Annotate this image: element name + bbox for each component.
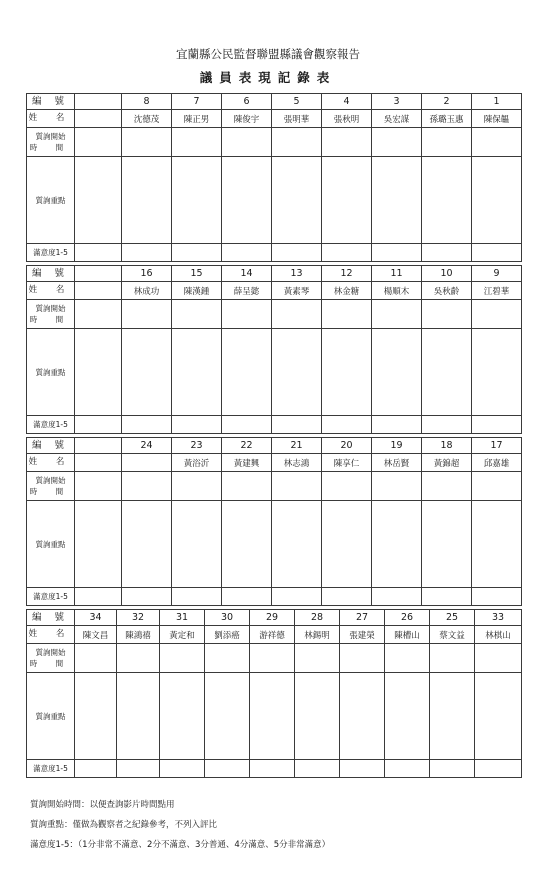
time-cell[interactable] <box>117 644 160 673</box>
time-cell[interactable] <box>340 644 385 673</box>
councilor-name: 蔡文益 <box>430 626 475 644</box>
councilor-number: 7 <box>172 94 222 110</box>
councilor-number <box>75 94 122 110</box>
number-label: 編 號 <box>27 438 75 454</box>
councilor-name: 陳享仁 <box>322 454 372 472</box>
focus-cell[interactable] <box>222 501 272 588</box>
satisfaction-cell[interactable] <box>75 244 122 262</box>
focus-cell[interactable] <box>75 673 117 760</box>
time-cell[interactable] <box>160 644 205 673</box>
councilor-number: 2 <box>422 94 472 110</box>
satisfaction-cell[interactable] <box>475 760 522 778</box>
form-subtitle: 議員表現記錄表 <box>199 70 337 85</box>
number-label: 編 號 <box>27 610 75 626</box>
councilor-number <box>75 438 122 454</box>
focus-cell[interactable] <box>472 329 522 416</box>
time-row <box>27 644 522 673</box>
time-cell[interactable] <box>75 300 122 329</box>
number-label: 編 號 <box>27 94 75 110</box>
satisfaction-cell[interactable] <box>160 760 205 778</box>
councilor-name: 陳鴻禧 <box>117 626 160 644</box>
time-label-line1: 質詢開始 <box>35 648 66 657</box>
focus-cell[interactable] <box>340 673 385 760</box>
councilor-number: 6 <box>222 94 272 110</box>
time-row <box>27 300 522 329</box>
satisfaction-cell[interactable] <box>322 244 372 262</box>
councilor-name: 邱嘉雄 <box>472 454 522 472</box>
focus-cell[interactable] <box>472 157 522 244</box>
name-row <box>27 454 522 472</box>
satisfaction-cell[interactable] <box>472 416 522 434</box>
councilor-name: 張建榮 <box>340 626 385 644</box>
councilor-name: 陳正男 <box>172 110 222 128</box>
focus-cell[interactable] <box>322 329 372 416</box>
time-row <box>27 128 522 157</box>
report-title: 宜蘭縣公民監督聯盟縣議會觀察報告 <box>176 47 360 61</box>
focus-cell[interactable] <box>160 673 205 760</box>
focus-cell[interactable] <box>75 501 122 588</box>
focus-cell[interactable] <box>75 329 122 416</box>
time-label-line1: 質詢開始 <box>35 476 66 485</box>
councilor-number: 11 <box>372 266 422 282</box>
focus-cell[interactable] <box>222 157 272 244</box>
time-cell[interactable] <box>322 300 372 329</box>
satisfaction-cell[interactable] <box>122 588 172 606</box>
time-cell[interactable] <box>422 128 472 157</box>
time-label <box>27 300 75 329</box>
time-cell[interactable] <box>322 472 372 501</box>
councilor-number: 28 <box>295 610 340 626</box>
number-row <box>27 266 522 282</box>
satisfaction-cell[interactable] <box>472 244 522 262</box>
focus-cell[interactable] <box>75 157 122 244</box>
focus-cell[interactable] <box>172 501 222 588</box>
focus-cell[interactable] <box>430 673 475 760</box>
councilor-number: 26 <box>385 610 430 626</box>
councilor-name: 黃定和 <box>160 626 205 644</box>
time-label-line1: 質詢開始 <box>35 304 66 313</box>
focus-cell[interactable] <box>122 501 172 588</box>
time-cell[interactable] <box>322 128 372 157</box>
councilor-block-3 <box>26 437 522 606</box>
time-cell[interactable] <box>272 472 322 501</box>
satisfaction-cell[interactable] <box>422 416 472 434</box>
time-cell[interactable] <box>472 300 522 329</box>
councilor-name: 陳文昌 <box>75 626 117 644</box>
time-label-line2: 時 間 <box>29 487 72 496</box>
focus-row <box>27 673 522 760</box>
satisfaction-cell[interactable] <box>222 244 272 262</box>
councilor-name: 江碧華 <box>472 282 522 300</box>
time-cell[interactable] <box>75 472 122 501</box>
satisfaction-cell[interactable] <box>222 588 272 606</box>
focus-label: 質詢重點 <box>27 157 75 244</box>
satisfaction-cell[interactable] <box>372 416 422 434</box>
focus-cell[interactable] <box>295 673 340 760</box>
name-row <box>27 110 522 128</box>
satisfaction-cell[interactable] <box>385 760 430 778</box>
time-label <box>27 128 75 157</box>
focus-cell[interactable] <box>205 673 250 760</box>
focus-cell[interactable] <box>222 329 272 416</box>
number-row <box>27 94 522 110</box>
councilor-name: 吳秋齡 <box>422 282 472 300</box>
councilor-name: 林成功 <box>122 282 172 300</box>
councilor-name: 陳保韞 <box>472 110 522 128</box>
note-time: 質詢開始時間：以便查詢影片時間點用 <box>30 800 175 810</box>
satisfaction-cell[interactable] <box>422 588 472 606</box>
time-cell[interactable] <box>75 644 117 673</box>
councilor-number: 34 <box>75 610 117 626</box>
satisfaction-cell[interactable] <box>75 588 122 606</box>
focus-cell[interactable] <box>422 501 472 588</box>
councilor-number: 27 <box>340 610 385 626</box>
time-cell[interactable] <box>372 472 422 501</box>
councilor-name: 林棋山 <box>475 626 522 644</box>
satisfaction-cell[interactable] <box>272 588 322 606</box>
councilor-number: 15 <box>172 266 222 282</box>
councilor-name: 張秋明 <box>322 110 372 128</box>
satisfaction-cell[interactable] <box>117 760 160 778</box>
councilor-number: 24 <box>122 438 172 454</box>
focus-cell[interactable] <box>372 329 422 416</box>
satisfaction-label: 滿意度1-5 <box>27 244 75 262</box>
focus-cell[interactable] <box>272 501 322 588</box>
councilor-number: 23 <box>172 438 222 454</box>
time-cell[interactable] <box>205 644 250 673</box>
councilor-name <box>75 454 122 472</box>
satisfaction-cell[interactable] <box>322 588 372 606</box>
councilor-number: 29 <box>250 610 295 626</box>
councilor-name: 薛呈懿 <box>222 282 272 300</box>
satisfaction-cell[interactable] <box>472 588 522 606</box>
councilor-name: 林岳賢 <box>372 454 422 472</box>
satisfaction-label: 滿意度1-5 <box>27 760 75 778</box>
time-cell[interactable] <box>250 644 295 673</box>
councilor-number: 30 <box>205 610 250 626</box>
time-cell[interactable] <box>475 644 522 673</box>
councilor-name: 黃建興 <box>222 454 272 472</box>
time-cell[interactable] <box>75 128 122 157</box>
time-cell[interactable] <box>122 128 172 157</box>
councilor-number: 32 <box>117 610 160 626</box>
councilor-number <box>75 266 122 282</box>
satisfaction-cell[interactable] <box>422 244 472 262</box>
satisfaction-cell[interactable] <box>75 416 122 434</box>
time-label <box>27 644 75 673</box>
time-cell[interactable] <box>172 472 222 501</box>
councilor-name: 楊順木 <box>372 282 422 300</box>
focus-row <box>27 329 522 416</box>
focus-row <box>27 501 522 588</box>
councilor-name: 黃素琴 <box>272 282 322 300</box>
time-row <box>27 472 522 501</box>
councilor-number: 25 <box>430 610 475 626</box>
focus-cell[interactable] <box>122 329 172 416</box>
time-cell[interactable] <box>472 472 522 501</box>
councilor-number: 17 <box>472 438 522 454</box>
satisfaction-cell[interactable] <box>272 244 322 262</box>
satisfaction-cell[interactable] <box>430 760 475 778</box>
councilor-number: 13 <box>272 266 322 282</box>
satisfaction-cell[interactable] <box>372 244 422 262</box>
focus-label: 質詢重點 <box>27 329 75 416</box>
focus-cell[interactable] <box>272 329 322 416</box>
satisfaction-cell[interactable] <box>205 760 250 778</box>
councilor-name: 黃浴沂 <box>172 454 222 472</box>
councilor-number: 21 <box>272 438 322 454</box>
councilor-name: 張明華 <box>272 110 322 128</box>
satisfaction-label: 滿意度1-5 <box>27 588 75 606</box>
time-cell[interactable] <box>172 300 222 329</box>
councilor-name <box>75 110 122 128</box>
councilor-name: 游祥德 <box>250 626 295 644</box>
councilor-name: 陳漢鍾 <box>172 282 222 300</box>
councilor-number: 1 <box>472 94 522 110</box>
time-label-line2: 時 間 <box>29 143 72 152</box>
name-label: 姓 名 <box>27 626 75 644</box>
satisfaction-row <box>27 416 522 434</box>
satisfaction-cell[interactable] <box>272 416 322 434</box>
councilor-number: 5 <box>272 94 322 110</box>
councilor-number: 12 <box>322 266 372 282</box>
time-label-line2: 時 間 <box>29 315 72 324</box>
name-label: 姓 名 <box>27 282 75 300</box>
satisfaction-cell[interactable] <box>75 760 117 778</box>
footnotes <box>30 795 330 855</box>
satisfaction-row <box>27 760 522 778</box>
councilor-number: 18 <box>422 438 472 454</box>
councilor-number: 19 <box>372 438 422 454</box>
focus-cell[interactable] <box>172 157 222 244</box>
councilor-number: 20 <box>322 438 372 454</box>
focus-cell[interactable] <box>272 157 322 244</box>
time-label <box>27 472 75 501</box>
councilor-name: 沈德茂 <box>122 110 172 128</box>
focus-label: 質詢重點 <box>27 501 75 588</box>
time-cell[interactable] <box>222 128 272 157</box>
note-focus: 質詢重點：僅做為觀察者之紀錄參考，不列入評比 <box>30 820 218 830</box>
time-cell[interactable] <box>295 644 340 673</box>
councilor-block-1 <box>26 93 522 262</box>
name-row <box>27 282 522 300</box>
councilor-block-4 <box>26 609 522 778</box>
councilor-number: 22 <box>222 438 272 454</box>
focus-cell[interactable] <box>322 501 372 588</box>
satisfaction-cell[interactable] <box>322 416 372 434</box>
councilor-number: 10 <box>422 266 472 282</box>
number-row <box>27 438 522 454</box>
time-cell[interactable] <box>430 644 475 673</box>
name-label: 姓 名 <box>27 454 75 472</box>
time-cell[interactable] <box>472 128 522 157</box>
councilor-name: 劉添癌 <box>205 626 250 644</box>
number-row <box>27 610 522 626</box>
satisfaction-cell[interactable] <box>172 244 222 262</box>
time-cell[interactable] <box>222 472 272 501</box>
councilor-name <box>122 454 172 472</box>
satisfaction-row <box>27 244 522 262</box>
focus-cell[interactable] <box>172 329 222 416</box>
councilor-name: 林金糖 <box>322 282 372 300</box>
time-cell[interactable] <box>385 644 430 673</box>
councilor-number: 3 <box>372 94 422 110</box>
time-cell[interactable] <box>372 128 422 157</box>
name-row <box>27 626 522 644</box>
councilor-number: 4 <box>322 94 372 110</box>
time-label-line2: 時 間 <box>29 659 72 668</box>
councilor-name: 孫璐玉惠 <box>422 110 472 128</box>
focus-cell[interactable] <box>322 157 372 244</box>
satisfaction-cell[interactable] <box>172 416 222 434</box>
councilor-name: 林志鴻 <box>272 454 322 472</box>
councilor-name <box>75 282 122 300</box>
satisfaction-cell[interactable] <box>122 244 172 262</box>
councilor-block-2 <box>26 265 522 434</box>
time-cell[interactable] <box>422 300 472 329</box>
focus-cell[interactable] <box>122 157 172 244</box>
councilor-number: 9 <box>472 266 522 282</box>
councilor-name: 陳俊宇 <box>222 110 272 128</box>
councilor-name: 吳宏謀 <box>372 110 422 128</box>
focus-label: 質詢重點 <box>27 673 75 760</box>
focus-cell[interactable] <box>475 673 522 760</box>
councilor-number: 8 <box>122 94 172 110</box>
time-cell[interactable] <box>122 300 172 329</box>
focus-cell[interactable] <box>472 501 522 588</box>
satisfaction-cell[interactable] <box>340 760 385 778</box>
focus-cell[interactable] <box>422 329 472 416</box>
focus-cell[interactable] <box>372 157 422 244</box>
name-label: 姓 名 <box>27 110 75 128</box>
focus-cell[interactable] <box>385 673 430 760</box>
councilor-name: 黃錦超 <box>422 454 472 472</box>
time-cell[interactable] <box>122 472 172 501</box>
satisfaction-cell[interactable] <box>295 760 340 778</box>
satisfaction-label: 滿意度1-5 <box>27 416 75 434</box>
time-cell[interactable] <box>222 300 272 329</box>
satisfaction-cell[interactable] <box>222 416 272 434</box>
time-cell[interactable] <box>272 128 322 157</box>
councilor-number: 16 <box>122 266 172 282</box>
councilor-number: 14 <box>222 266 272 282</box>
focus-row <box>27 157 522 244</box>
satisfaction-cell[interactable] <box>250 760 295 778</box>
satisfaction-row <box>27 588 522 606</box>
time-cell[interactable] <box>372 300 422 329</box>
note-satisfaction: 滿意度1-5：（1分非常不滿意、2分不滿意、3分普通、4分滿意、5分非常滿意） <box>30 840 331 850</box>
time-cell[interactable] <box>172 128 222 157</box>
time-cell[interactable] <box>422 472 472 501</box>
councilor-number: 33 <box>475 610 522 626</box>
councilor-name: 林錫明 <box>295 626 340 644</box>
time-cell[interactable] <box>272 300 322 329</box>
number-label: 編 號 <box>27 266 75 282</box>
focus-cell[interactable] <box>250 673 295 760</box>
councilor-number: 31 <box>160 610 205 626</box>
focus-cell[interactable] <box>117 673 160 760</box>
councilor-name: 陳槽山 <box>385 626 430 644</box>
satisfaction-cell[interactable] <box>372 588 422 606</box>
focus-cell[interactable] <box>372 501 422 588</box>
time-label-line1: 質詢開始 <box>35 132 66 141</box>
satisfaction-cell[interactable] <box>122 416 172 434</box>
satisfaction-cell[interactable] <box>172 588 222 606</box>
focus-cell[interactable] <box>422 157 472 244</box>
